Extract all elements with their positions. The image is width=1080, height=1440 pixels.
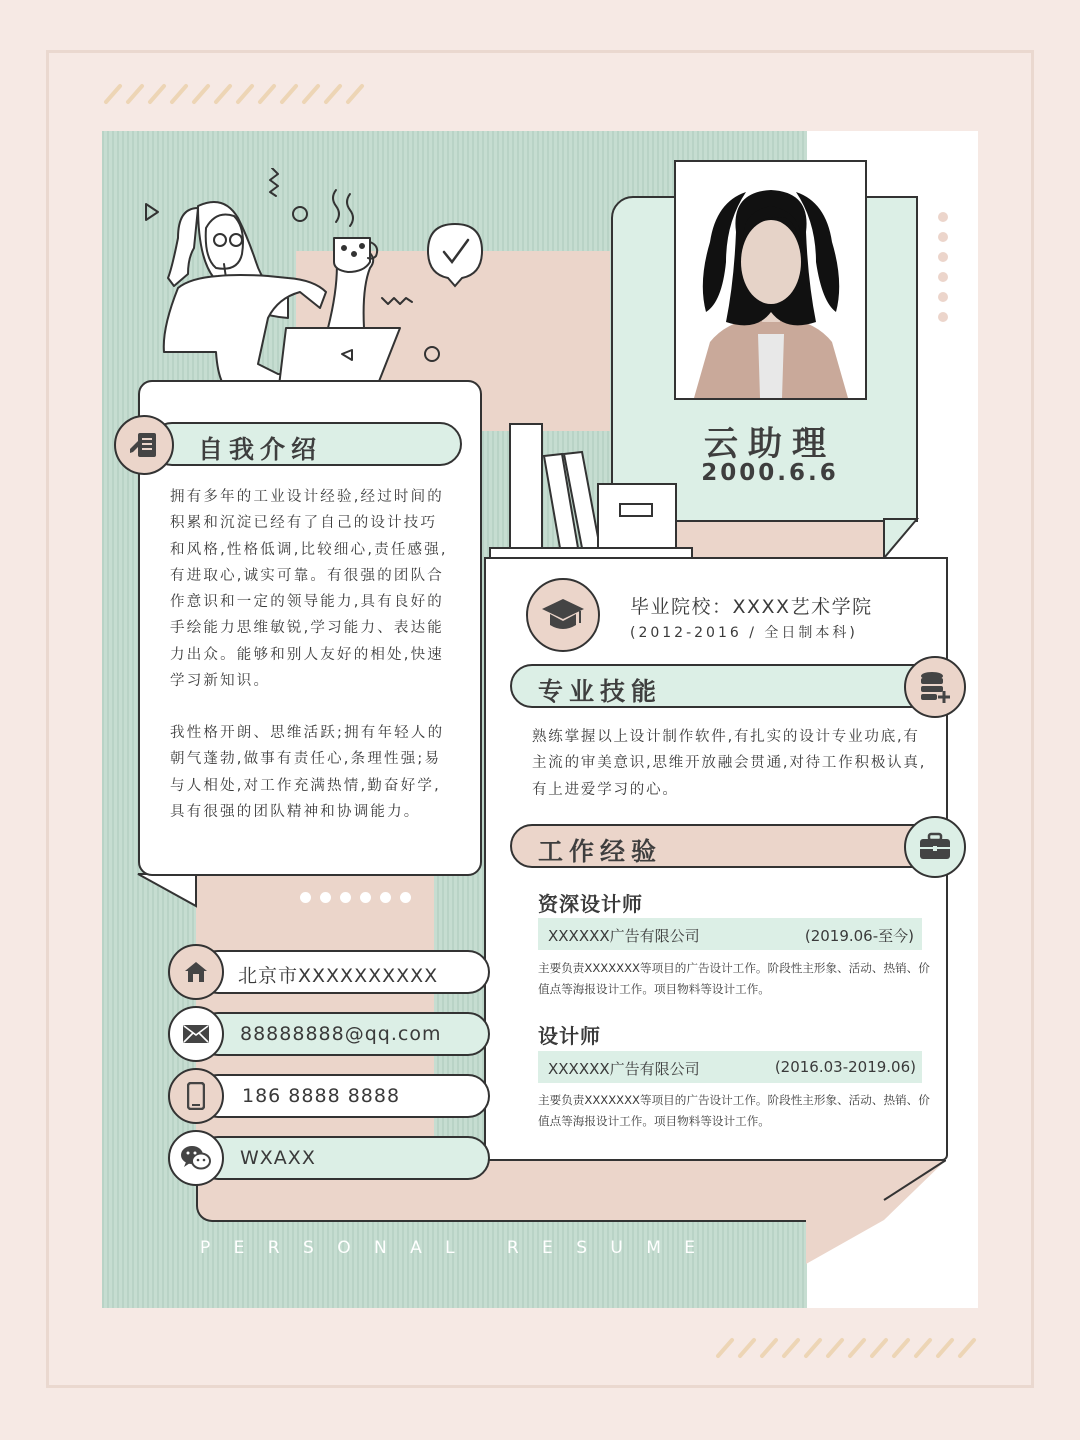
contact-phone-pill <box>196 1074 490 1118</box>
dot <box>938 232 948 242</box>
phone-icon <box>187 1082 205 1110</box>
hatch-line <box>718 1340 732 1356</box>
contact-phone: 186 8888 8888 <box>242 1085 401 1107</box>
dot-column <box>938 212 950 332</box>
contact-wechat: WXAXX <box>240 1147 316 1169</box>
dot-row <box>300 892 420 904</box>
dot <box>938 252 948 262</box>
fold-shape-left <box>134 870 198 910</box>
checkmark-bubble-icon <box>424 222 486 288</box>
job-1-company-bar <box>538 918 922 950</box>
footer-personal-resume: P E R S O N A L R E S U M E <box>200 1238 705 1258</box>
experience-title: 工作经验 <box>538 837 663 866</box>
dot <box>400 892 411 903</box>
experience-heading-pill <box>510 824 940 868</box>
skills-text: 熟练掌握以上设计制作软件,有扎实的设计专业功底,有主流的审美意识,思维开放融会贯通,对待工作积极认真,有上进爱学习的心。 <box>532 729 927 798</box>
education-period: (2012-2016 / 全日制本科) <box>630 625 858 641</box>
hatch-line <box>106 86 120 102</box>
job-2-role: 设计师 <box>538 1024 601 1048</box>
fold-shape-name-card <box>883 518 919 560</box>
hatch-line <box>806 1340 820 1356</box>
hatch-line <box>150 86 164 102</box>
dot <box>938 272 948 282</box>
hatch-line <box>260 86 274 102</box>
photo-frame <box>674 160 867 400</box>
hatch-decoration-bottom <box>712 1336 980 1360</box>
hatch-line <box>128 86 142 102</box>
skills-icon-circle <box>904 656 966 718</box>
education-school: 毕业院校：XXXX艺术学院 <box>630 596 873 618</box>
database-add-icon <box>918 670 952 704</box>
hatch-line <box>172 86 186 102</box>
hatch-decoration-top <box>100 82 368 106</box>
self-intro-heading-pill <box>150 422 462 466</box>
hatch-line <box>238 86 252 102</box>
skills-heading-pill <box>510 664 940 708</box>
job-2-company: XXXXXX广告有限公司 <box>548 1060 700 1078</box>
experience-icon-circle <box>904 816 966 878</box>
contact-address-pill <box>196 950 490 994</box>
job-1-description: 主要负责XXXXXXX等项目的广告设计工作。阶段性主形象、活动、热销、价值点等海报设计工作。项目物料等设计工作。 <box>538 961 930 996</box>
hatch-line <box>850 1340 864 1356</box>
contact-email-pill <box>196 1012 490 1056</box>
job-1-period: (2019.06-至今) <box>804 927 914 945</box>
dot <box>938 212 948 222</box>
self-intro-icon-circle <box>114 415 174 475</box>
hatch-line <box>194 86 208 102</box>
dot <box>938 292 948 302</box>
hatch-line <box>894 1340 908 1356</box>
contact-email: 88888888@qq.com <box>240 1023 442 1045</box>
dot <box>320 892 331 903</box>
mail-icon <box>182 1024 210 1044</box>
pencil-notepad-icon <box>128 429 160 461</box>
job-2-company-bar <box>538 1051 922 1083</box>
education-icon-circle <box>526 578 600 652</box>
hatch-line <box>828 1340 842 1356</box>
hatch-line <box>282 86 296 102</box>
self-intro-paragraph-1: 拥有多年的工业设计经验,经过时间的积累和沉淀已经有了自己的设计技巧和风格,性格低调,比较细心,责任感强,有进取心,诚实可靠。有很强的团队合作意识和一定的领导能力,具有良好的手绘能力思维敏锐,学习能力、表达能力出众。能够和别人友好的相处,快速学习新知识。 <box>170 489 448 690</box>
candidate-name: 云助理 <box>704 424 836 464</box>
self-intro-paragraph-2: 我性格开朗、思维活跃;拥有年轻人的朝气蓬勃,做事有责任心,条理性强;易与人相处,对工作充满热情,勤奋好学,具有很强的团队精神和协调能力。 <box>170 725 445 820</box>
dot <box>938 312 948 322</box>
address-icon-circle <box>168 944 224 1000</box>
job-2-period: (2016.03-2019.06) <box>774 1058 916 1076</box>
self-intro-title: 自我介绍 <box>198 435 323 464</box>
hatch-line <box>784 1340 798 1356</box>
hatch-line <box>872 1340 886 1356</box>
briefcase-icon <box>918 832 952 862</box>
working-woman-illustration <box>138 168 498 408</box>
hatch-line <box>740 1340 754 1356</box>
hatch-line <box>762 1340 776 1356</box>
hatch-line <box>304 86 318 102</box>
hatch-line <box>960 1340 974 1356</box>
job-1-role: 资深设计师 <box>538 892 643 916</box>
birth-date: 2000.6.6 <box>701 460 839 486</box>
wechat-icon <box>180 1144 212 1172</box>
dot <box>360 892 371 903</box>
hatch-line <box>938 1340 952 1356</box>
job-2-description: 主要负责XXXXXXX等项目的广告设计工作。阶段性主形象、活动、热销、价值点等海报设计工作。项目物料等设计工作。 <box>538 1093 930 1128</box>
dot <box>340 892 351 903</box>
contact-address: 北京市XXXXXXXXXX <box>238 965 439 987</box>
home-icon <box>183 960 209 984</box>
hatch-line <box>916 1340 930 1356</box>
contact-wechat-pill <box>196 1136 490 1180</box>
wechat-icon-circle <box>168 1130 224 1186</box>
skills-title: 专业技能 <box>538 677 663 706</box>
fold-shape-bottom <box>806 1160 946 1265</box>
job-1-company: XXXXXX广告有限公司 <box>548 927 700 945</box>
books-illustration <box>486 420 696 565</box>
hatch-line <box>216 86 230 102</box>
avatar <box>676 162 865 398</box>
email-icon-circle <box>168 1006 224 1062</box>
hatch-line <box>326 86 340 102</box>
hatch-line <box>348 86 362 102</box>
graduation-cap-icon <box>540 595 586 635</box>
phone-icon-circle <box>168 1068 224 1124</box>
dot <box>300 892 311 903</box>
dot <box>380 892 391 903</box>
